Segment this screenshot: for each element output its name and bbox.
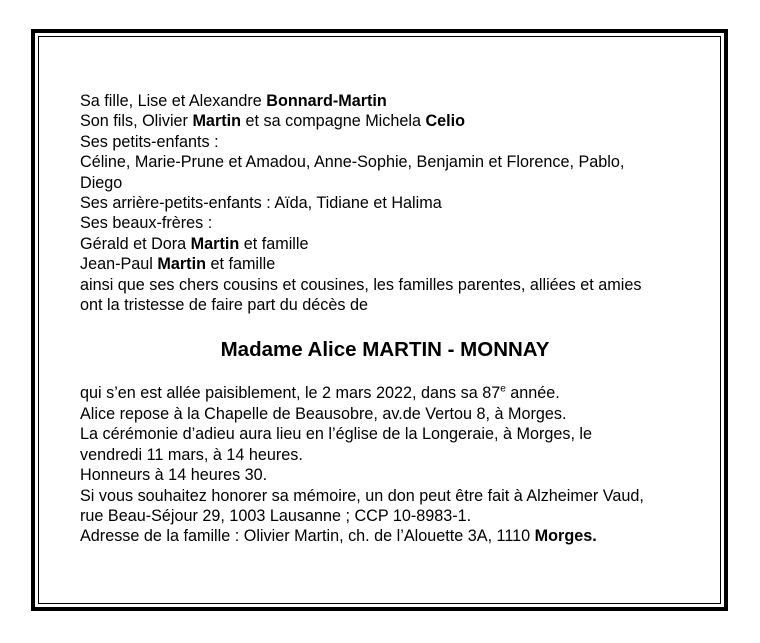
family-line-grandchildren-cont: Diego bbox=[80, 173, 123, 192]
deceased-name: Madame Alice MARTIN - MONNAY bbox=[220, 338, 550, 362]
detail-line-ceremony: La cérémonie d’adieu aura lieu en l’église de la Longeraie, à Morges, le bbox=[80, 425, 593, 444]
detail-line-passing: qui s’en est allée paisiblement, le 2 mars 2022, dans sa 87e année. bbox=[80, 384, 560, 403]
detail-line-repose: Alice repose à la Chapelle de Beausobre, av.de Vertou 8, à Morges. bbox=[80, 404, 567, 423]
detail-line-ceremony-date: vendredi 11 mars, à 14 heures. bbox=[80, 445, 303, 464]
family-line-cousins: ainsi que ses chers cousins et cousines, les familles parentes, alliées et amies bbox=[80, 275, 642, 294]
family-line-brothers-in-law-heading: Ses beaux-frères : bbox=[80, 214, 213, 233]
family-line-jean-paul: Jean-Paul Martin et famille bbox=[80, 255, 276, 274]
death-notice bbox=[80, 91, 710, 547]
family-line-great-grandchildren: Ses arrière-petits-enfants : Aïda, Tidiane et Halima bbox=[80, 194, 442, 213]
detail-line-donation: Si vous souhaitez honorer sa mémoire, un don peut être fait à Alzheimer Vaud, bbox=[80, 486, 644, 505]
family-line-grandchildren: Céline, Marie-Prune et Amadou, Anne-Sophie, Benjamin et Florence, Pablo, bbox=[80, 153, 625, 172]
family-line-grandchildren-heading: Ses petits-enfants : bbox=[80, 132, 219, 151]
detail-line-family-address: Adresse de la famille : Olivier Martin, ch. de l’Alouette 3A, 1110 Morges. bbox=[80, 527, 597, 546]
details-section bbox=[80, 383, 710, 546]
family-line-daughter: Sa fille, Lise et Alexandre Bonnard-Martin bbox=[80, 92, 387, 110]
detail-line-honours: Honneurs à 14 heures 30. bbox=[80, 466, 268, 485]
family-line-announcement: ont la tristesse de faire part du décès de bbox=[80, 296, 368, 315]
family-line-son: Son fils, Olivier Martin et sa compagne Michela Celio bbox=[80, 112, 466, 131]
detail-line-donation-address: rue Beau-Séjour 29, 1003 Lausanne ; CCP 10-8983-1. bbox=[80, 506, 472, 525]
family-line-gerald: Gérald et Dora Martin et famille bbox=[80, 234, 309, 253]
family-section bbox=[80, 91, 710, 315]
